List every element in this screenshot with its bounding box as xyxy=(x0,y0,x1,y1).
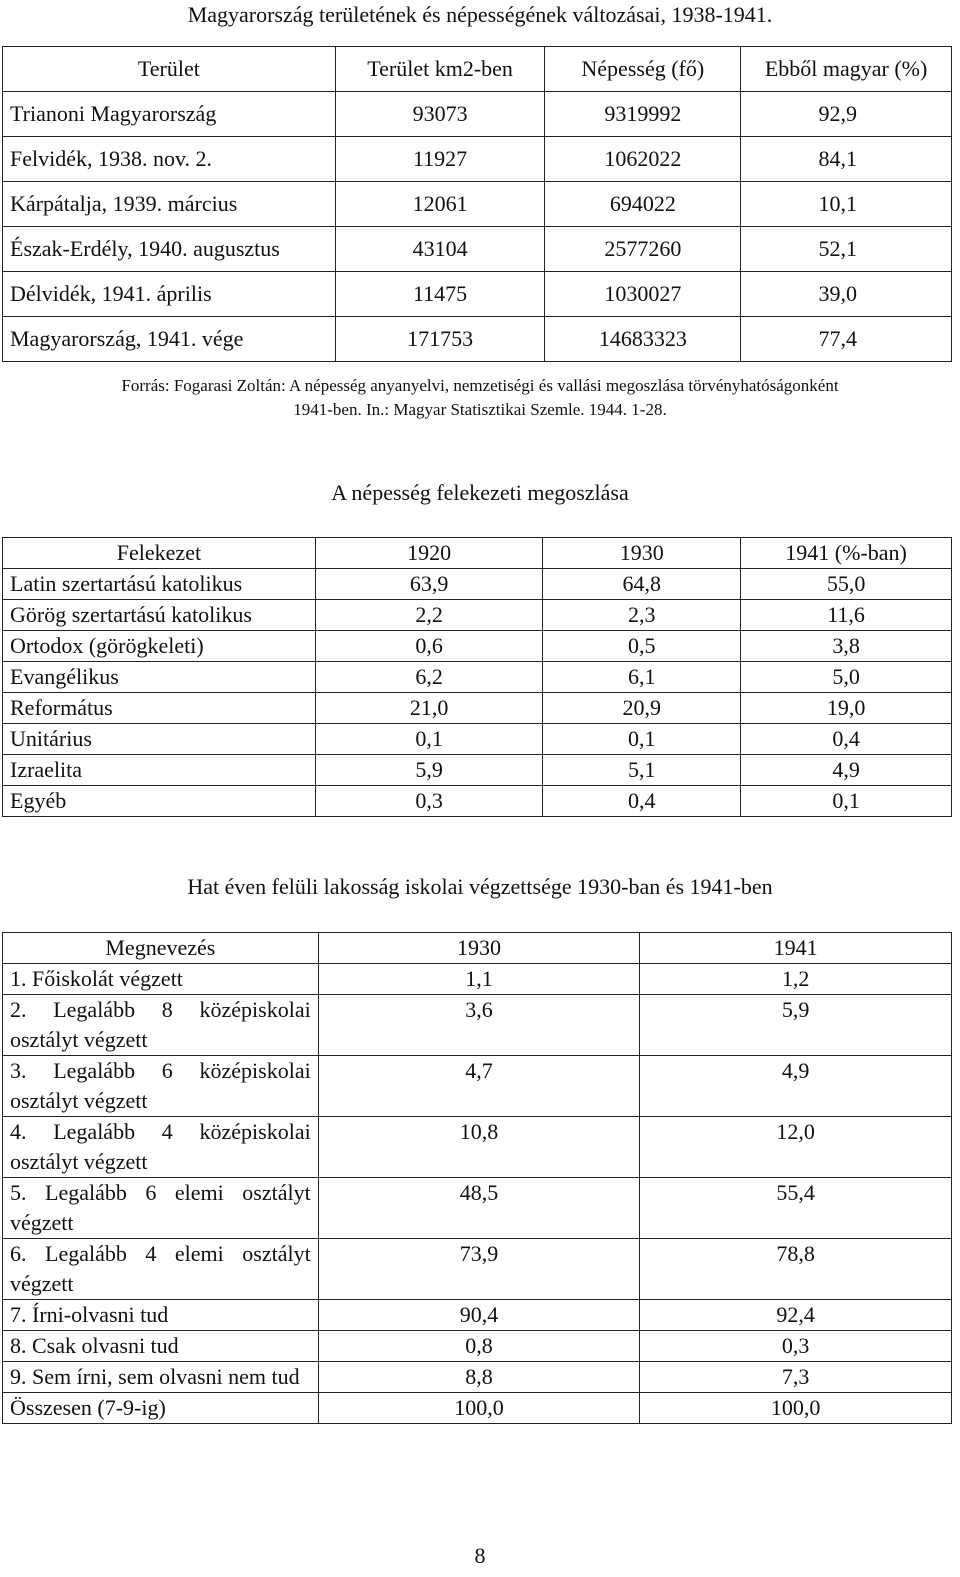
value-cell: 21,0 xyxy=(315,693,543,724)
value-cell: 5,0 xyxy=(741,662,952,693)
value-cell: 1,1 xyxy=(318,964,640,995)
category-cell: 8. Csak olvasni tud xyxy=(3,1331,319,1362)
value-cell: 0,4 xyxy=(543,786,741,817)
value-cell: 63,9 xyxy=(315,569,543,600)
value-cell: 2,3 xyxy=(543,600,741,631)
category-cell: 2. Legalább 8 középiskolai osztályt végzett xyxy=(3,995,319,1056)
region-cell: Trianoni Magyarország xyxy=(3,92,336,137)
table-row xyxy=(3,1056,952,1117)
value-cell: 0,1 xyxy=(741,786,952,817)
table-row xyxy=(3,1300,952,1331)
table-row xyxy=(3,600,952,631)
table-row xyxy=(3,137,952,182)
value-cell: 0,8 xyxy=(318,1331,640,1362)
value-cell: 5,9 xyxy=(315,755,543,786)
value-cell: 8,8 xyxy=(318,1362,640,1393)
value-cell: 3,8 xyxy=(741,631,952,662)
table-header-row xyxy=(3,538,952,569)
value-cell: 3,6 xyxy=(318,995,640,1056)
denomination-cell: Ortodox (görögkeleti) xyxy=(3,631,316,662)
table-row xyxy=(3,182,952,227)
table-row xyxy=(3,786,952,817)
population-cell: 694022 xyxy=(545,182,741,227)
value-cell: 0,6 xyxy=(315,631,543,662)
region-cell: Észak-Erdély, 1940. augusztus xyxy=(3,227,336,272)
value-cell: 19,0 xyxy=(741,693,952,724)
area-cell: 93073 xyxy=(335,92,545,137)
value-cell: 5,9 xyxy=(640,995,952,1056)
area-cell: 11475 xyxy=(335,272,545,317)
value-cell: 73,9 xyxy=(318,1239,640,1300)
area-cell: 171753 xyxy=(335,317,545,362)
region-cell: Felvidék, 1938. nov. 2. xyxy=(3,137,336,182)
denomination-cell: Görög szertartású katolikus xyxy=(3,600,316,631)
table-row xyxy=(3,662,952,693)
category-cell: 6. Legalább 4 elemi osztályt végzett xyxy=(3,1239,319,1300)
category-cell: Összesen (7-9-ig) xyxy=(3,1393,319,1424)
table-row xyxy=(3,227,952,272)
header-cell: Népesség (fő) xyxy=(545,47,741,92)
value-cell: 6,1 xyxy=(543,662,741,693)
value-cell: 55,0 xyxy=(741,569,952,600)
source-line: 1941-ben. In.: Magyar Statisztikai Szemle. 1944. 1-28. xyxy=(293,400,667,419)
table-row xyxy=(3,724,952,755)
value-cell: 12,0 xyxy=(640,1117,952,1178)
header-cell: 1941 xyxy=(640,933,952,964)
table-row xyxy=(3,995,952,1056)
hungarian-share-cell: 77,4 xyxy=(741,317,952,362)
header-cell: Megnevezés xyxy=(3,933,319,964)
region-cell: Magyarország, 1941. vége xyxy=(3,317,336,362)
value-cell: 48,5 xyxy=(318,1178,640,1239)
header-cell: 1930 xyxy=(543,538,741,569)
category-cell: 7. Írni-olvasni tud xyxy=(3,1300,319,1331)
category-cell: 1. Főiskolát végzett xyxy=(3,964,319,995)
education-table xyxy=(2,932,952,1424)
hungarian-share-cell: 84,1 xyxy=(741,137,952,182)
hungarian-share-cell: 52,1 xyxy=(741,227,952,272)
table3-title: Hat éven felüli lakosság iskolai végzettsége 1930-ban és 1941-ben xyxy=(187,874,773,899)
value-cell: 0,1 xyxy=(315,724,543,755)
value-cell: 92,4 xyxy=(640,1300,952,1331)
denomination-cell: Latin szertartású katolikus xyxy=(3,569,316,600)
population-cell: 2577260 xyxy=(545,227,741,272)
hungarian-share-cell: 10,1 xyxy=(741,182,952,227)
source-note xyxy=(0,374,960,422)
header-cell: 1920 xyxy=(315,538,543,569)
area-cell: 43104 xyxy=(335,227,545,272)
value-cell: 0,4 xyxy=(741,724,952,755)
table-row xyxy=(3,1362,952,1393)
table-row xyxy=(3,631,952,662)
hungarian-share-cell: 39,0 xyxy=(741,272,952,317)
source-line: Forrás: Fogarasi Zoltán: A népesség anyanyelvi, nemzetiségi és vallási megoszlása törvényhatóságonként xyxy=(121,376,839,395)
population-cell: 14683323 xyxy=(545,317,741,362)
value-cell: 55,4 xyxy=(640,1178,952,1239)
table2-title: A népesség felekezeti megoszlása xyxy=(331,480,629,505)
table-header-row xyxy=(3,47,952,92)
table-row xyxy=(3,569,952,600)
header-cell: Terület xyxy=(3,47,336,92)
population-cell: 9319992 xyxy=(545,92,741,137)
page-number: 8 xyxy=(474,1543,486,1568)
region-cell: Kárpátalja, 1939. március xyxy=(3,182,336,227)
table-row xyxy=(3,1117,952,1178)
value-cell: 90,4 xyxy=(318,1300,640,1331)
value-cell: 2,2 xyxy=(315,600,543,631)
table-row xyxy=(3,964,952,995)
header-cell: Terület km2-ben xyxy=(335,47,545,92)
denomination-cell: Unitárius xyxy=(3,724,316,755)
table-row xyxy=(3,693,952,724)
table-row xyxy=(3,1239,952,1300)
value-cell: 1,2 xyxy=(640,964,952,995)
value-cell: 0,3 xyxy=(640,1331,952,1362)
table-row xyxy=(3,317,952,362)
value-cell: 20,9 xyxy=(543,693,741,724)
denomination-table xyxy=(2,537,952,817)
value-cell: 78,8 xyxy=(640,1239,952,1300)
territory-population-table xyxy=(2,46,952,362)
header-cell: Ebből magyar (%) xyxy=(741,47,952,92)
table-row xyxy=(3,92,952,137)
table-row xyxy=(3,1393,952,1424)
value-cell: 0,5 xyxy=(543,631,741,662)
value-cell: 4,9 xyxy=(741,755,952,786)
value-cell: 6,2 xyxy=(315,662,543,693)
region-cell: Délvidék, 1941. április xyxy=(3,272,336,317)
denomination-cell: Egyéb xyxy=(3,786,316,817)
value-cell: 64,8 xyxy=(543,569,741,600)
category-cell: 5. Legalább 6 elemi osztályt végzett xyxy=(3,1178,319,1239)
denomination-cell: Evangélikus xyxy=(3,662,316,693)
category-cell: 4. Legalább 4 középiskolai osztályt végzett xyxy=(3,1117,319,1178)
table1-title: Magyarország területének és népességének változásai, 1938-1941. xyxy=(187,2,773,27)
header-cell: 1941 (%-ban) xyxy=(741,538,952,569)
denomination-cell: Református xyxy=(3,693,316,724)
category-cell: 9. Sem írni, sem olvasni nem tud xyxy=(3,1362,319,1393)
value-cell: 5,1 xyxy=(543,755,741,786)
header-cell: 1930 xyxy=(318,933,640,964)
table-row xyxy=(3,272,952,317)
table-row xyxy=(3,1331,952,1362)
value-cell: 4,9 xyxy=(640,1056,952,1117)
population-cell: 1030027 xyxy=(545,272,741,317)
population-cell: 1062022 xyxy=(545,137,741,182)
header-cell: Felekezet xyxy=(3,538,316,569)
value-cell: 100,0 xyxy=(318,1393,640,1424)
table-row xyxy=(3,755,952,786)
area-cell: 11927 xyxy=(335,137,545,182)
value-cell: 4,7 xyxy=(318,1056,640,1117)
value-cell: 0,3 xyxy=(315,786,543,817)
value-cell: 10,8 xyxy=(318,1117,640,1178)
table-header-row xyxy=(3,933,952,964)
value-cell: 0,1 xyxy=(543,724,741,755)
category-cell: 3. Legalább 6 középiskolai osztályt végzett xyxy=(3,1056,319,1117)
table-row xyxy=(3,1178,952,1239)
denomination-cell: Izraelita xyxy=(3,755,316,786)
value-cell: 7,3 xyxy=(640,1362,952,1393)
value-cell: 11,6 xyxy=(741,600,952,631)
area-cell: 12061 xyxy=(335,182,545,227)
value-cell: 100,0 xyxy=(640,1393,952,1424)
hungarian-share-cell: 92,9 xyxy=(741,92,952,137)
